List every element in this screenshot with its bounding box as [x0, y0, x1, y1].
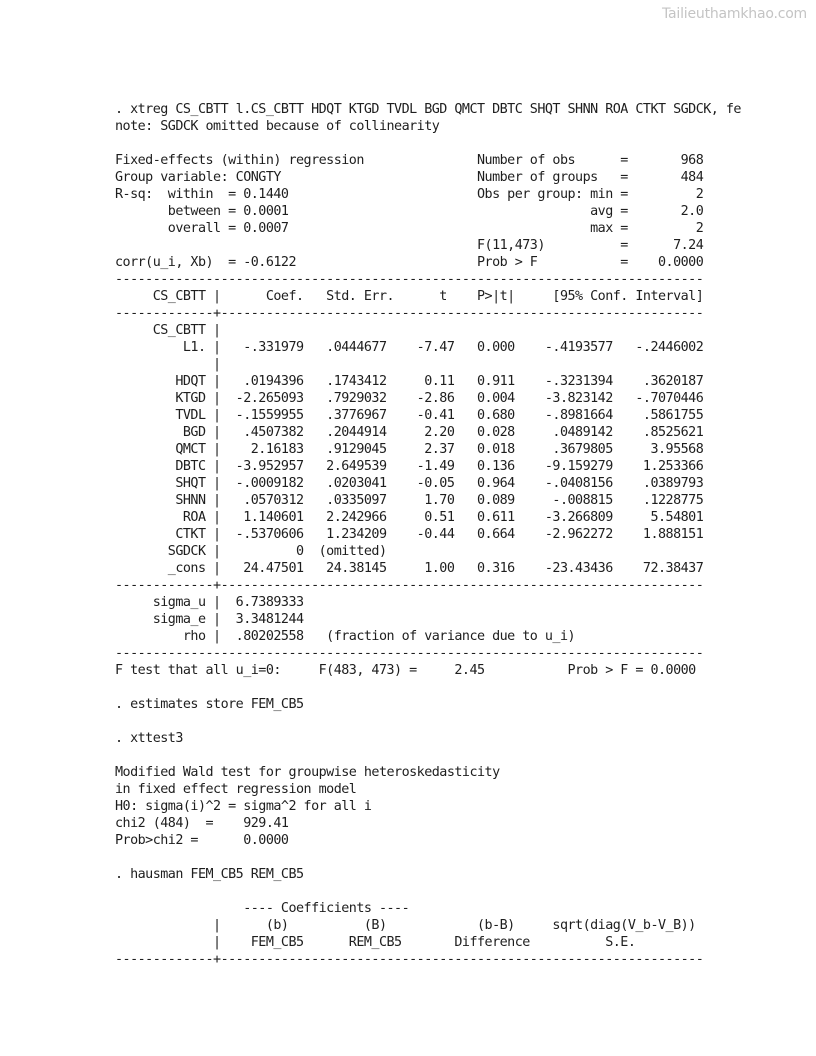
- watermark: Tailieuthamkhao.com: [662, 6, 807, 22]
- output-line: . xtreg CS_CBTT l.CS_CBTT HDQT KTGD TVDL BGD QMCT DBTC SHQT SHNN ROA CTKT SGDCK, fe: [115, 102, 741, 117]
- output-line: R-sq: within = 0.1440 Obs per group: min = 2: [115, 187, 704, 202]
- output-line: TVDL | -.1559955 .3776967 -0.41 0.680 -.8981664 .5861755: [115, 408, 704, 423]
- output-line: QMCT | 2.16183 .9129045 2.37 0.018 .3679805 3.95568: [115, 442, 704, 457]
- output-line: L1. | -.331979 .0444677 -7.47 0.000 -.4193577 -.2446002: [115, 340, 704, 355]
- output-line: [115, 747, 741, 764]
- output-line: [115, 679, 741, 696]
- output-line: ---- Coefficients ----: [115, 901, 410, 916]
- output-line: in fixed effect regression model: [115, 782, 357, 797]
- output-line: _cons | 24.47501 24.38145 1.00 0.316 -23.43436 72.38437: [115, 561, 704, 576]
- output-line: KTGD | -2.265093 .7929032 -2.86 0.004 -3.823142 -.7070446: [115, 391, 704, 406]
- output-line: | (b) (B) (b-B) sqrt(diag(V_b-V_B)): [115, 918, 696, 933]
- output-line: between = 0.0001 avg = 2.0: [115, 204, 704, 219]
- output-line: overall = 0.0007 max = 2: [115, 221, 704, 236]
- output-line: CS_CBTT |: [115, 323, 221, 338]
- output-line: H0: sigma(i)^2 = sigma^2 for all i: [115, 799, 372, 814]
- output-line: sigma_e | 3.3481244: [115, 612, 304, 627]
- output-line: ------------------------------------------------------------------------------: [115, 646, 704, 661]
- output-line: SHNN | .0570312 .0335097 1.70 0.089 -.008815 .1228775: [115, 493, 704, 508]
- output-line: note: SGDCK omitted because of collinearity: [115, 119, 440, 134]
- output-line: CTKT | -.5370606 1.234209 -0.44 0.664 -2.962272 1.888151: [115, 527, 704, 542]
- output-line: F(11,473) = 7.24: [115, 238, 704, 253]
- output-line: . hausman FEM_CB5 REM_CB5: [115, 867, 304, 882]
- output-line: corr(u_i, Xb) = -0.6122 Prob > F = 0.0000: [115, 255, 704, 270]
- output-line: BGD | .4507382 .2044914 2.20 0.028 .0489142 .8525621: [115, 425, 704, 440]
- output-line: rho | .80202558 (fraction of variance due to u_i): [115, 629, 576, 644]
- output-line: | FEM_CB5 REM_CB5 Difference S.E.: [115, 935, 636, 950]
- output-line: SGDCK | 0 (omitted): [115, 544, 387, 559]
- output-line: Group variable: CONGTY Number of groups = 484: [115, 170, 704, 185]
- output-line: -------------+----------------------------------------------------------------: [115, 952, 704, 967]
- output-line: |: [115, 357, 221, 372]
- stata-results-log: [115, 101, 741, 968]
- output-line: . estimates store FEM_CB5: [115, 697, 304, 712]
- output-line: chi2 (484) = 929.41: [115, 816, 289, 831]
- output-line: SHQT | -.0009182 .0203041 -0.05 0.964 -.0408156 .0389793: [115, 476, 704, 491]
- output-line: ROA | 1.140601 2.242966 0.51 0.611 -3.266809 5.54801: [115, 510, 704, 525]
- output-line: Fixed-effects (within) regression Number of obs = 968: [115, 153, 704, 168]
- output-line: ------------------------------------------------------------------------------: [115, 272, 704, 287]
- output-line: [115, 135, 741, 152]
- output-line: . xttest3: [115, 731, 183, 746]
- output-line: Modified Wald test for groupwise heteroskedasticity: [115, 765, 500, 780]
- output-line: -------------+----------------------------------------------------------------: [115, 306, 704, 321]
- output-line: HDQT | .0194396 .1743412 0.11 0.911 -.3231394 .3620187: [115, 374, 704, 389]
- output-line: Prob>chi2 = 0.0000: [115, 833, 289, 848]
- output-line: DBTC | -3.952957 2.649539 -1.49 0.136 -9.159279 1.253366: [115, 459, 704, 474]
- output-line: CS_CBTT | Coef. Std. Err. t P>|t| [95% Conf. Interval]: [115, 289, 704, 304]
- output-line: -------------+----------------------------------------------------------------: [115, 578, 704, 593]
- output-line: [115, 713, 741, 730]
- output-line: [115, 849, 741, 866]
- output-line: sigma_u | 6.7389333: [115, 595, 304, 610]
- output-line: F test that all u_i=0: F(483, 473) = 2.45 Prob > F = 0.0000: [115, 663, 696, 678]
- output-line: [115, 883, 741, 900]
